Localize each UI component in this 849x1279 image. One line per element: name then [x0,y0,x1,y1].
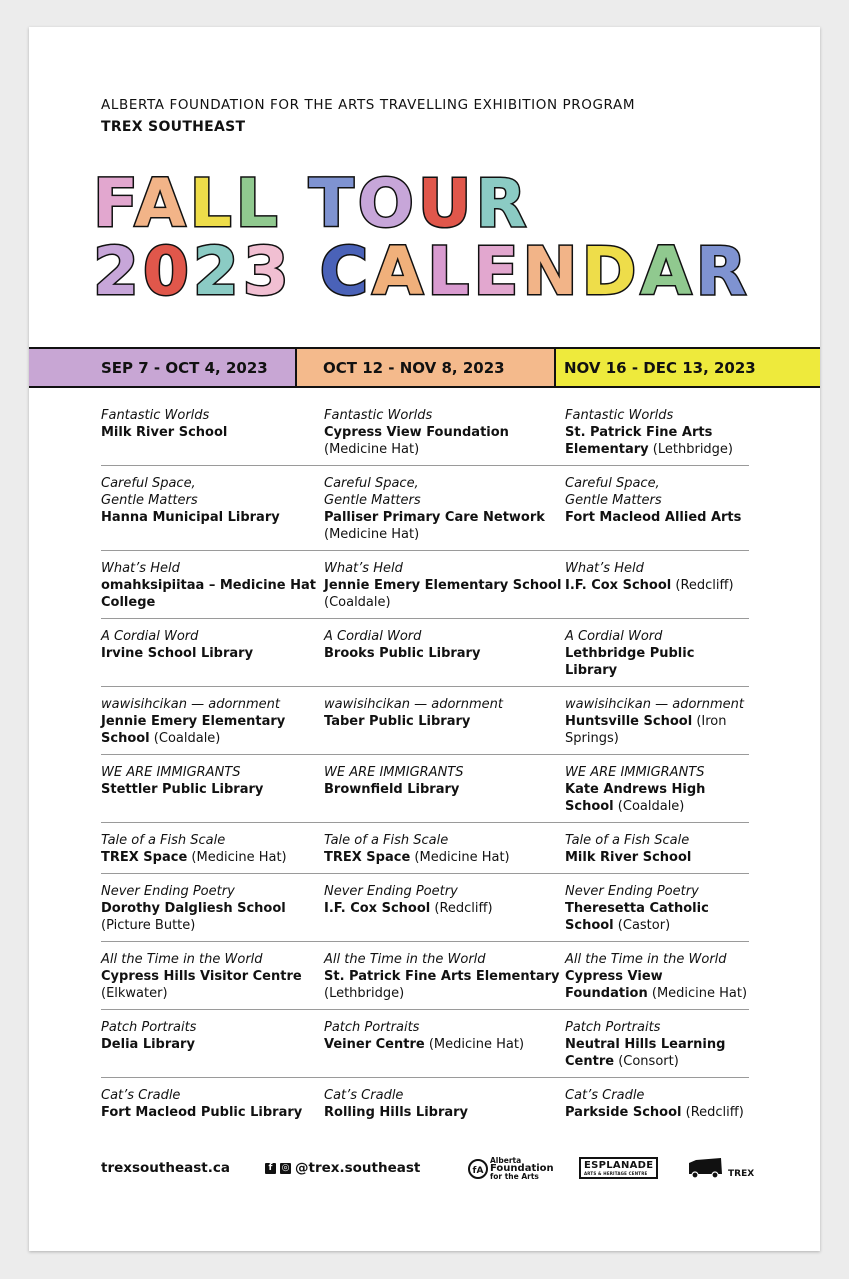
exhibition-title: WE ARE IMMIGRANTS [101,765,241,780]
schedule-cell [565,475,749,543]
facebook-icon[interactable]: f [265,1163,276,1174]
instagram-icon[interactable]: ◎ [281,1162,290,1173]
exhibition-title: Cat’s Cradle [324,1088,404,1103]
poster-title [93,165,751,310]
esplanade-logo [579,1157,658,1179]
schedule-cell [324,832,565,866]
schedule-row [101,832,749,874]
social-links [265,1160,420,1176]
title-letter: A [372,233,428,310]
schedule-cell [324,560,565,611]
schedule-cell [324,764,565,815]
schedule-row [101,696,749,755]
afa-logo [468,1157,554,1180]
exhibition-title: All the Time in the World [324,952,486,967]
exhibition-title: Cat’s Cradle [565,1088,645,1103]
venue-name: Fort Macleod Public Library [101,1105,303,1120]
venue-name: Jennie Emery Elementary School [324,578,562,593]
title-space [282,165,309,242]
exhibition-title: A Cordial Word [565,629,663,644]
venue-location: (Coaldale) [153,731,221,746]
title-letter: R [475,165,531,242]
schedule-cell [324,951,565,1002]
schedule-cell [324,407,565,458]
exhibition-title: Tale of a Fish Scale [324,833,449,848]
title-space [293,233,320,310]
venue-name: St. Patrick Fine Arts Elementary [565,425,713,457]
region-name: TREX SOUTHEAST [101,119,246,135]
venue-location: (Redcliff) [675,578,734,593]
venue-location: (Lethbridge) [652,442,733,457]
title-letter: O [357,165,418,242]
venue-name: Brooks Public Library [324,646,481,661]
schedule-cell [565,832,749,866]
poster [29,27,820,1251]
schedule-cell [565,407,749,458]
exhibition-title-cont: Gentle Matters [565,493,662,508]
schedule-cell [101,764,324,815]
afa-logo-icon: fA [468,1159,488,1179]
venue-name: Cypress Hills Visitor Centre [101,969,302,984]
exhibition-title: A Cordial Word [324,629,422,644]
exhibition-title: Cat’s Cradle [101,1088,181,1103]
venue-name: TREX Space [324,850,411,865]
title-letter: A [640,233,696,310]
venue-location: (Redcliff) [685,1105,744,1120]
afa-line2: Foundation [490,1163,554,1174]
exhibition-title: Tale of a Fish Scale [101,833,226,848]
exhibition-title-cont: Gentle Matters [101,493,198,508]
schedule-cell [101,1087,324,1121]
schedule-cell [565,883,749,934]
period-1: SEP 7 - OCT 4, 2023 [29,349,297,386]
schedule-cell [565,560,749,611]
venue-location: (Medicine Hat) [651,986,748,1001]
schedule-row [101,1087,749,1128]
schedule-cell [101,951,324,1002]
venue-name: Fort Macleod Allied Arts [565,510,742,525]
venue-name: St. Patrick Fine Arts Elementary [324,969,560,984]
schedule-row [101,560,749,619]
title-line-2 [93,233,751,310]
schedule-cell [101,832,324,866]
schedule-row [101,883,749,942]
afa-logo-text [490,1157,554,1180]
schedule-cell [101,475,324,543]
exhibition-title-cont: Gentle Matters [324,493,421,508]
venue-location: (Picture Butte) [101,918,196,933]
venue-location: (Consort) [618,1054,679,1069]
venue-name: Parkside School [565,1105,682,1120]
venue-location: (Lethbridge) [324,986,405,1001]
exhibition-title: What’s Held [565,561,644,576]
footer [101,1156,755,1181]
exhibition-title: wawisihcikan — adornment [101,697,280,712]
venue-location: (Medicine Hat) [324,442,420,457]
schedule-row [101,628,749,687]
venue-location: (Medicine Hat) [414,850,510,865]
venue-location: (Redcliff) [434,901,493,916]
exhibition-title: Fantastic Worlds [101,408,210,423]
title-letter: E [473,233,523,310]
venue-name: Neutral Hills Learning Centre [565,1037,726,1069]
title-letter: L [235,165,282,242]
esplanade-tagline: ARTS & HERITAGE CENTRE [584,1171,648,1176]
venue-name: Jennie Emery Elementary School [101,714,286,746]
title-letter: C [319,233,373,310]
venue-name: Theresetta Catholic School [565,901,709,933]
venue-name: Rolling Hills Library [324,1105,469,1120]
schedule-row [101,764,749,823]
venue-location: (Iron Springs) [565,714,727,746]
schedule-row [101,475,749,551]
venue-location: (Medicine Hat) [324,527,420,542]
schedule-cell [101,628,324,679]
schedule-cell [565,628,749,679]
title-letter: N [522,233,582,310]
venue-name: Stettler Public Library [101,782,264,797]
schedule-row [101,407,749,466]
exhibition-title: Fantastic Worlds [324,408,433,423]
schedule-table [101,407,749,1137]
schedule-cell [324,1019,565,1070]
title-letter: A [134,165,190,242]
venue-name: Hanna Municipal Library [101,510,280,525]
venue-name: Cypress View Foundation [565,969,663,1001]
title-letter: 3 [242,233,293,310]
exhibition-title: What’s Held [324,561,403,576]
schedule-cell [101,696,324,747]
schedule-cell [324,475,565,543]
venue-name: Huntsville School [565,714,693,729]
exhibition-title: Patch Portraits [101,1020,197,1035]
venue-name: I.F. Cox School [324,901,431,916]
venue-name: Cypress View Foundation [324,425,509,440]
venue-location: (Medicine Hat) [428,1037,525,1052]
exhibition-title: wawisihcikan — adornment [324,697,503,712]
venue-name: Kate Andrews High School [565,782,706,814]
schedule-cell [324,628,565,679]
title-line-1 [93,165,750,242]
schedule-cell [565,696,749,747]
title-letter: U [417,165,476,242]
period-2: OCT 12 - NOV 8, 2023 [297,349,556,386]
trex-logo [688,1157,754,1179]
exhibition-title: Careful Space, [101,476,196,491]
afa-line3: for the Arts [490,1172,539,1181]
exhibition-title: Never Ending Poetry [565,884,699,899]
venue-location: (Elkwater) [101,986,168,1001]
schedule-cell [101,883,324,934]
venue-name: Veiner Centre [324,1037,425,1052]
venue-name: Dorothy Dalgliesh School [101,901,286,916]
schedule-cell [324,883,565,934]
venue-name: Milk River School [101,425,228,440]
schedule-cell [565,764,749,815]
venue-name: omahksipiitaa – Medicine Hat College [101,578,317,610]
exhibition-title: All the Time in the World [565,952,727,967]
exhibition-title: WE ARE IMMIGRANTS [324,765,464,780]
organization-name: ALBERTA FOUNDATION FOR THE ARTS TRAVELLING EXHIBITION PROGRAM [101,97,636,113]
schedule-cell [324,696,565,747]
trex-logo-text: TREX [728,1169,755,1179]
exhibition-title: Never Ending Poetry [324,884,458,899]
schedule-cell [101,1019,324,1070]
exhibition-title: Careful Space, [324,476,419,491]
esplanade-name: ESPLANADE [584,1160,654,1171]
exhibition-title: Tale of a Fish Scale [565,833,690,848]
exhibition-title: WE ARE IMMIGRANTS [565,765,705,780]
venue-name: Taber Public Library [324,714,471,729]
schedule-row [101,1019,749,1078]
venue-location: (Medicine Hat) [191,850,287,865]
exhibition-title: Careful Space, [565,476,660,491]
venue-name: Irvine School Library [101,646,254,661]
venue-name: TREX Space [101,850,188,865]
schedule-cell [324,1087,565,1121]
venue-location: (Coaldale) [324,595,391,610]
period-3: NOV 16 - DEC 13, 2023 [556,349,820,386]
exhibition-title: Fantastic Worlds [565,408,674,423]
exhibition-title: Patch Portraits [324,1020,420,1035]
website-link[interactable]: trexsoutheast.ca [101,1160,230,1176]
social-handle[interactable]: @trex.southeast [295,1160,421,1176]
schedule-cell [565,1087,749,1121]
title-letter: 2 [93,233,143,310]
venue-name: Palliser Primary Care Network [324,510,545,525]
venue-name: Brownfield Library [324,782,460,797]
venue-location: (Coaldale) [617,799,685,814]
period-bands [29,347,820,388]
afa-line1: Alberta [490,1156,522,1165]
exhibition-title: What’s Held [101,561,180,576]
venue-location: (Castor) [617,918,671,933]
schedule-row [101,951,749,1010]
venue-name: Milk River School [565,850,692,865]
venue-name: Lethbridge Public Library [565,646,695,678]
schedule-cell [101,407,324,458]
title-letter: L [427,233,474,310]
exhibition-title: Never Ending Poetry [101,884,235,899]
schedule-cell [101,560,324,611]
truck-icon [688,1157,724,1179]
title-letter: L [189,165,236,242]
exhibition-title: wawisihcikan — adornment [565,697,744,712]
exhibition-title: A Cordial Word [101,629,199,644]
venue-name: I.F. Cox School [565,578,672,593]
schedule-cell [565,1019,749,1070]
exhibition-title: All the Time in the World [101,952,263,967]
title-letter: R [695,233,751,310]
exhibition-title: Patch Portraits [565,1020,661,1035]
title-letter: T [308,165,358,242]
title-letter: 2 [192,233,243,310]
title-letter: 0 [142,233,193,310]
title-letter: D [581,233,641,310]
schedule-cell [565,951,749,1002]
title-letter: F [93,165,135,242]
venue-name: Delia Library [101,1037,195,1052]
